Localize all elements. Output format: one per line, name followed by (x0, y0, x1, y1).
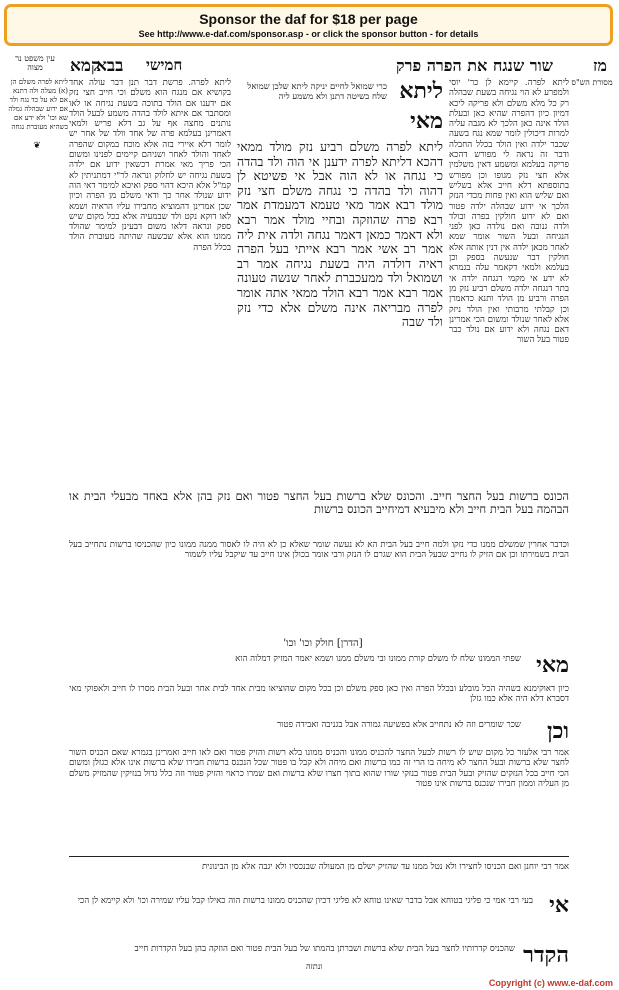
section-divider (69, 856, 569, 857)
tosafot-column: ליתא לפרה. פרשת דבר תנן דבר עולה אחד בקושיא אם מנגח הוא משלם וכי חייב חצי נזק אם ידענו אם הולד בתוכה בשעת נגיחה או לאו ומסתבר אם איתא לולד בהדה משמע לבעל הולד נותנים מחצה אף על גב דלא פריש ולמאי דאמרינן בעלמא פרה של אחד וולד של אחר יש לומר דלא איירי בזה אלא מוכח במקום שהפרה לאחד והולד לאחר ושניהם קיימים לפנינו ומשום הכי פריך מאי אמרת דכשאין ידוע אם ילדה בשעת נגיחה יש לחלוק ונראה לר"י דמתניתין לא קמ"ל אלא היכא דהוי ספק ואיכא למימר דאי הוה ידוע שנולד אחר כך ודאי משלם מן הפרה וכיון שכן אמרינן דהמוציא מחבירו עליו הראיה ושמא לאו דוקא נקט ולד שבמעיה אלא בכל מקום שיש ספק ונראה דלאו משום דבעינן למימר שהולד ממונו הוא אלא שבשעה שהיתה מעוברת הולד בכלל הפרה (69, 78, 231, 253)
hadran-line: [הדרן] חולק וכו' וכו' (283, 638, 363, 649)
chapter-title: שור שנגח את הפרה פרק (396, 56, 553, 75)
lower-text-2: שפתי הממונו שלח לו משלם קורת ממונו ובי משלם ממנו ושמא יאמר המזיק דמלוה הוא (235, 654, 521, 664)
rashi-column: ליתא לפרה. קיימא לן כר' יוסי ולמפרע לא הוי נגיחה בשעת שבהלה רק כל מלא משלם ולא פריקה ליכא דמיון כיון דהפרה שהיא כאן ובעלת הולד אינה כאן הלכך לא מגבה עליה למרות דיכולין לומר שמא נגח בשעה שכבר ילדה ואין הולד בכלל החבלה ודבר זה נראה לי מפורש דהכא פריקה בעלמא ומשמע דאין משלמין אלא חצי נזק מגופו וכן מפורש בתוספתא דלא חייב אלא בשליש ואם שליש הוא ואין פחות מכדי הנזק הלכך אי ידוע שבהלה ילדה פטור ואם לא ידוע חולקין בפרה ובולד ולדה גנובה ואם נולדה כאן לפני הנגיחה ובעל השור אומר שמא לאחר מכאן ילדה אין דנין אותה אלא חולקין דבר שנעשה בספק וכן בעלמא ולמאי דקאמר עלה בגמרא לא ידע אי מקמי דנגחה ילדה אי בתר דנגחה ילדה משלם רביע נזק מן הפרה ורביע מן הולד ותנא כדאמרן וכן קבלתי מרבותי ואין הולד ניזק אלא לאחר שנולד ומשום הכי אמרינן דאם נגחה ולא ידוע אם נולד כבר פטור בעל השור (449, 78, 569, 346)
sponsor-title: Sponsor the daf for $18 per page (199, 11, 418, 27)
copyright-link[interactable]: Copyright (c) www.e-daf.com (488, 978, 613, 988)
masoret-label: מסורת הש"ס (571, 78, 613, 87)
lower-text-3: כיון דאוקימנא בשהיה הכל מובלע ובכלל הפרה ואין כאן ספק משלם וכן בכל מקום שהוציאו מבית אחד לבית אחר ובעל הבית מסרו לו חייב ולאפוקי מאי דסברא דלא היה אלא כמו גזלן (69, 684, 569, 705)
lower-text-6: אמר רבי יוחנן ואם הכניסו לחצירו ולא נטל ממנו עד שהזיק ישלם מן המעולה שבנכסיו ולא יגבה אלא מן הבינונית (201, 862, 569, 872)
lower-text-4: שכר שומרים וזה לא נתחייב אלא בפשיעה גמורה אבל בגניבה ואבידה פטור (276, 720, 521, 730)
page-number: מז (593, 56, 607, 75)
lower-text-8: שהכניס קדרותיו לחצר בעל הבית שלא ברשות ושברתן בהמתו של בעל הבית פטור ואם הוזקה בהן בעל הקדרות חייב (134, 944, 515, 954)
margin-notes: ליתא לפרה משלם הן (א) מעלה ולה דתנא אם לא על כד נגח ולד אם ידוע שבהלה גמלה שא וכו' ולא ידע אם כשהיא מעוברת נגחה (8, 78, 68, 131)
vkhen-heading: וכן (547, 718, 569, 744)
gemara-intro: כרי שמואל לחיים יניקה ליתא שלכן שמואל שלח בשיטה דתנן ולא משמע ליה (247, 82, 387, 102)
hakadar-heading: הקדר (523, 942, 569, 968)
sponsor-subtitle[interactable]: See http://www.e-daf.com/sponsor.asp - or click the sponsor button - for details (138, 29, 479, 39)
mai-heading: מאי (410, 108, 443, 134)
daf-name: קמא (70, 56, 101, 76)
catchword: ונתזה (306, 962, 323, 971)
lita-heading: ליתא (399, 78, 443, 104)
mishnah-text: הכונס ברשות בעל החצר חייב. והכונס שלא ברשות בעל החצר פטור ואם נזק בהן אלא באחד מבעלי הבית או הבהמה בעל הבית חייב ולא מיבעיא דמיחייב הכונס ברשות (69, 489, 569, 517)
masechet-name: בבא (96, 56, 124, 76)
ai-heading: אי (549, 892, 569, 918)
gemara-heading (237, 78, 443, 136)
ornament-divider: ❦ (33, 141, 41, 151)
lower-text-5: אמר רבי אלעזר כל מקום שיש לו רשות לבעל החצר להכניס ממונו והכניס ממונו בלא רשות והזיק פטור ואם לאו חייב ואמרינן בגמרא שאם הכניס השור לחצר שלא ברשות ובעל החצר לא מיחה בו הרי זה כמו ברשות ואם מיחה ולא קבל בו פטור שכל הנכנס ברשות חבירו שלא ברשות אינו אלא כגזלן ומשום הכי חייב בכל הנזקים שהזיק ובעל הבית פטור בנזקי שורו שהוא בתוך חצרו שלא ברשות ואם שמרו כראוי והזיק פטור וזה כלל גדול בנזיקין שהמזיק משלם מן העליה וממון חבירו שנכנס ברשות אינו פטור (69, 748, 569, 789)
gemara-column: ליתא לפרה משלם רביע נזק מולד ממאי דהכא דליתא לפרה ידענן אי הוה ולד בהדה כי נגחה או לא הוה אבל אי פשיטא לן דהוה ולד בהדה כי נגחה משלם חצי נזק מולד רבא אמר מאי טעמא דמעמדת אמר רבא פרה שהוזקה ובחיי מולד אמר רבא ולא דאמר כמאן דאמר נגחה ולדה אית ליה אמר רב אשי אמר רבא אייתי בעל הפרה ראיה דולדה היה בשעת נגיחה אמר רב ושמואל ולד ממעכברת לאחר שנשה טעונה אמר רבא אמר רבא הולד ממאי אתה אומר לפרה מבריאה אינה משלם אלא כדי נזק ולד שבה (237, 140, 443, 330)
ein-mishpat-label: עין משפט נר מצוה (15, 54, 55, 72)
talmud-page (6, 50, 613, 978)
mai-heading-2: מאי (536, 652, 569, 678)
lower-text-7: בעי רבי אמי כי פליגי בטוחא אבל בדבר שאינו טוחא לא פליגי דכיון שהכניס ממונו ברשות הוה כאילו קבל עליו שמירה וכו' ולא קיימא לן הכי (77, 896, 533, 906)
chapter-number: חמישי (146, 56, 183, 74)
lower-text-1: וכדבר אחרין שמשלם ממנו כדי נזקו ולמה חייב בעל הבית הא לא נעשה שומר שאלא כן לא היה לו לאסור ממנה ממונו כיון שהכניסו ברשות נתחייב בעל הבית בשמירתו וכן אם הזיק לו נחייב שבעל הבית הוא שגרם לו הנזק ורבי אומר בכולן אינו חייב עד שיקבל עליו לשמור (69, 540, 569, 561)
page-header (6, 52, 613, 76)
ein-mishpat-margin (6, 78, 68, 155)
masoret-margin (571, 78, 613, 88)
sponsor-banner[interactable] (4, 4, 613, 46)
